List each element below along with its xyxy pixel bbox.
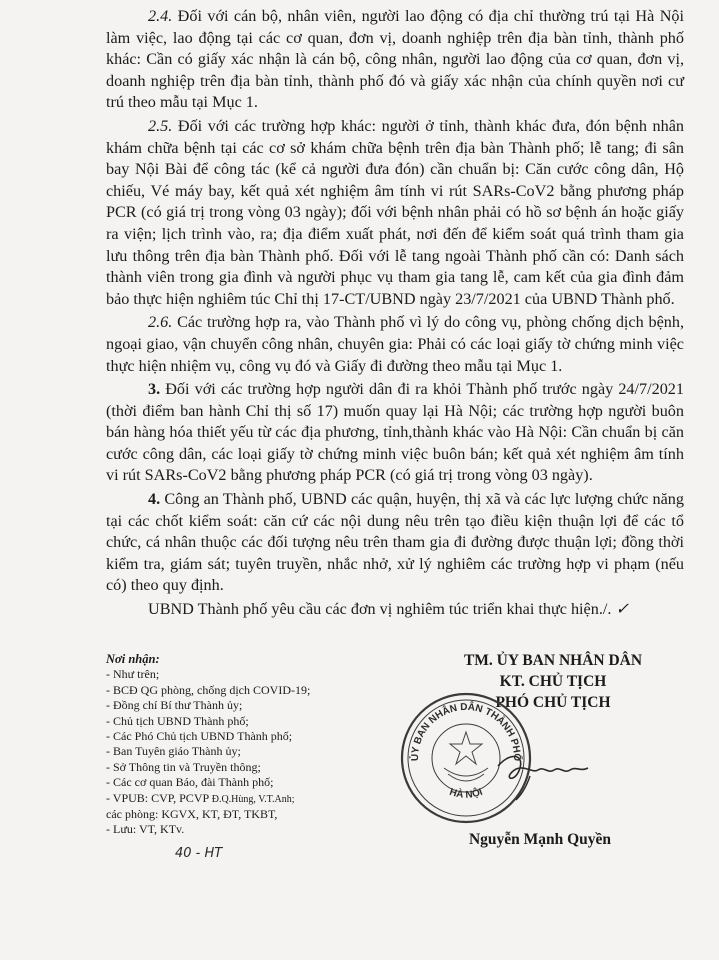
signature-line-3: PHÓ CHỦ TỊCH xyxy=(495,694,611,711)
paragraph-2-5 xyxy=(106,116,684,310)
recipient-archive: - Lưu: VT, KTv. xyxy=(106,822,185,837)
paragraph-4 xyxy=(106,489,684,597)
handwritten-signature xyxy=(490,744,610,804)
recipient-item: - Ban Tuyên giáo Thành ủy; xyxy=(106,744,241,759)
recipient-vpub xyxy=(106,791,396,807)
initial-mark: ✓ xyxy=(611,600,630,619)
paragraph-2-6 xyxy=(106,312,684,377)
paragraph-3 xyxy=(106,379,684,487)
paragraph-text: Đối với các trường hợp người dân đi ra khỏi Thành phố trước ngày 24/7/2021 (thời điểm ban hành Chỉ thị số 17) muốn quay lại Hà Nội; các trường hợp người buôn bán hàng hóa thiết yếu từ các địa phương, tỉnh,thành khác vào Hà Nội: Cần chuẩn bị căn cước công dân, các loại giấy tờ chứng minh việc buôn bán; kết quả xét nghiệm âm tính vi rút SARs-CoV2 bằng phương pháp PCR (có giá trị trong vòng 03 ngày). xyxy=(106,380,684,485)
recipient-item: - Các Phó Chủ tịch UBND Thành phố; xyxy=(106,729,293,744)
paragraph-number: 4. xyxy=(148,490,161,509)
vpub-line: - VPUB: CVP, PCVP xyxy=(106,790,209,805)
recipient-item: - Các cơ quan Báo, đài Thành phố; xyxy=(106,775,274,790)
closing-line xyxy=(106,599,684,621)
svg-text:ỦY BAN NHÂN DÂN THÀNH PHỐ: ỦY BAN NHÂN DÂN THÀNH PHỐ xyxy=(409,701,523,762)
recipient-item: - Đồng chí Bí thư Thành ủy; xyxy=(106,698,243,713)
signature-line-2: KT. CHỦ TỊCH xyxy=(499,673,607,690)
recipient-item: - BCĐ QG phòng, chống dịch COVID-19; xyxy=(106,682,311,697)
handwritten-count: 40 - HT xyxy=(175,846,223,861)
paragraph-text: Công an Thành phố, UBND các quận, huyện, thị xã và các lực lượng chức năng tại các chốt kiểm soát: căn cứ các nội dung nêu trên tạo điều kiện thuận lợi để các tổ chức, cá nhân thuộc các đối tượng nêu trên tham gia đi đường được thuận lợi; đồng thời kiểm tra, giám sát; tuyên truyền, nhắc nhở, xử lý nghiêm các trường hợp vi phạm (nếu có) theo quy định. xyxy=(106,490,684,595)
signature-line-1: TM. ỦY BAN NHÂN DÂN xyxy=(463,652,643,669)
paragraph-number: 2.4. xyxy=(148,7,173,25)
paragraph-text: Đối với cán bộ, nhân viên, người lao động có địa chỉ thường trú tại Hà Nội làm việc, lao động tại các cơ quan, đơn vị, doanh nghiệp trên địa bàn tỉnh, thành phố khác: Cần có giấy xác nhận là cán bộ, công nhân, người lao động của cơ quan, đơn vị, doanh nghiệp trên địa bàn tỉnh, thành phố đó và giấy xác nhận của chính quyền nơi cư trú theo mẫu tại Mục 1. xyxy=(106,7,684,112)
recipients-heading: Nơi nhận: xyxy=(106,652,160,666)
signer-name: Nguyễn Mạnh Quyền xyxy=(468,831,612,848)
paragraph-text: Các trường hợp ra, vào Thành phố vì lý do công vụ, phòng chống dịch bệnh, ngoại giao, vận chuyển công nhân, chuyên gia: Phải có các loại giấy tờ chứng minh việc thực hiện nhiệm vụ, công vụ đó và Giấy đi đường theo mẫu tại Mục 1. xyxy=(106,313,684,375)
paragraph-text: Đối với các trường hợp khác: người ở tỉnh, thành khác đưa, đón bệnh nhân khám chữa bệnh tại các cơ sở khám chữa bệnh trên địa bàn Thành phố; lễ tang; đi sân bay Nội Bài để công tác (kể cả người đưa đón) cần chuẩn bị: Căn cước công dân, Hộ chiếu, Vé máy bay, kết quả xét nghiệm âm tính vi rút SARs-CoV2 bằng phương pháp PCR (có giá trị trong vòng 03 ngày); đối với bệnh nhân phải có hồ sơ bệnh án hoặc giấy ra viện; lịch trình vào, ra; địa điểm xuất phát, nơi đến để kiểm soát quá trình tham gia lưu thông trên địa bàn Thành phố. Đối với lễ tang ngoài Thành phố cần có: Danh sách thành viên trong gia đình và người phục vụ tham gia tang lễ, cam kết của gia đình đảm bảo thực hiện nghiêm túc Chỉ thị 17-CT/UBND ngày 23/7/2021 của UBND Thành phố. xyxy=(106,116,684,308)
paragraph-number: 3. xyxy=(148,380,161,399)
paragraph-number: 2.6. xyxy=(148,313,173,332)
recipient-item: - Sở Thông tin và Truyền thông; xyxy=(106,759,261,774)
document-body xyxy=(106,6,684,623)
recipient-vpub-continued: các phòng: KGVX, KT, ĐT, TKBT, xyxy=(106,807,278,822)
paragraph-2-4 xyxy=(106,6,684,114)
svg-text:HÀ NỘI: HÀ NỘI xyxy=(447,786,485,801)
recipient-item: - Chủ tịch UBND Thành phố; xyxy=(106,713,249,728)
vpub-names: Đ.Q.Hùng, V.T.Anh; xyxy=(211,793,295,805)
paragraph-number: 2.5. xyxy=(148,116,173,135)
closing-text: UBND Thành phố yêu cầu các đơn vị nghiêm túc triển khai thực hiện./. xyxy=(148,600,612,619)
recipient-item: - Như trên; xyxy=(106,667,160,682)
recipients-block xyxy=(106,652,396,838)
